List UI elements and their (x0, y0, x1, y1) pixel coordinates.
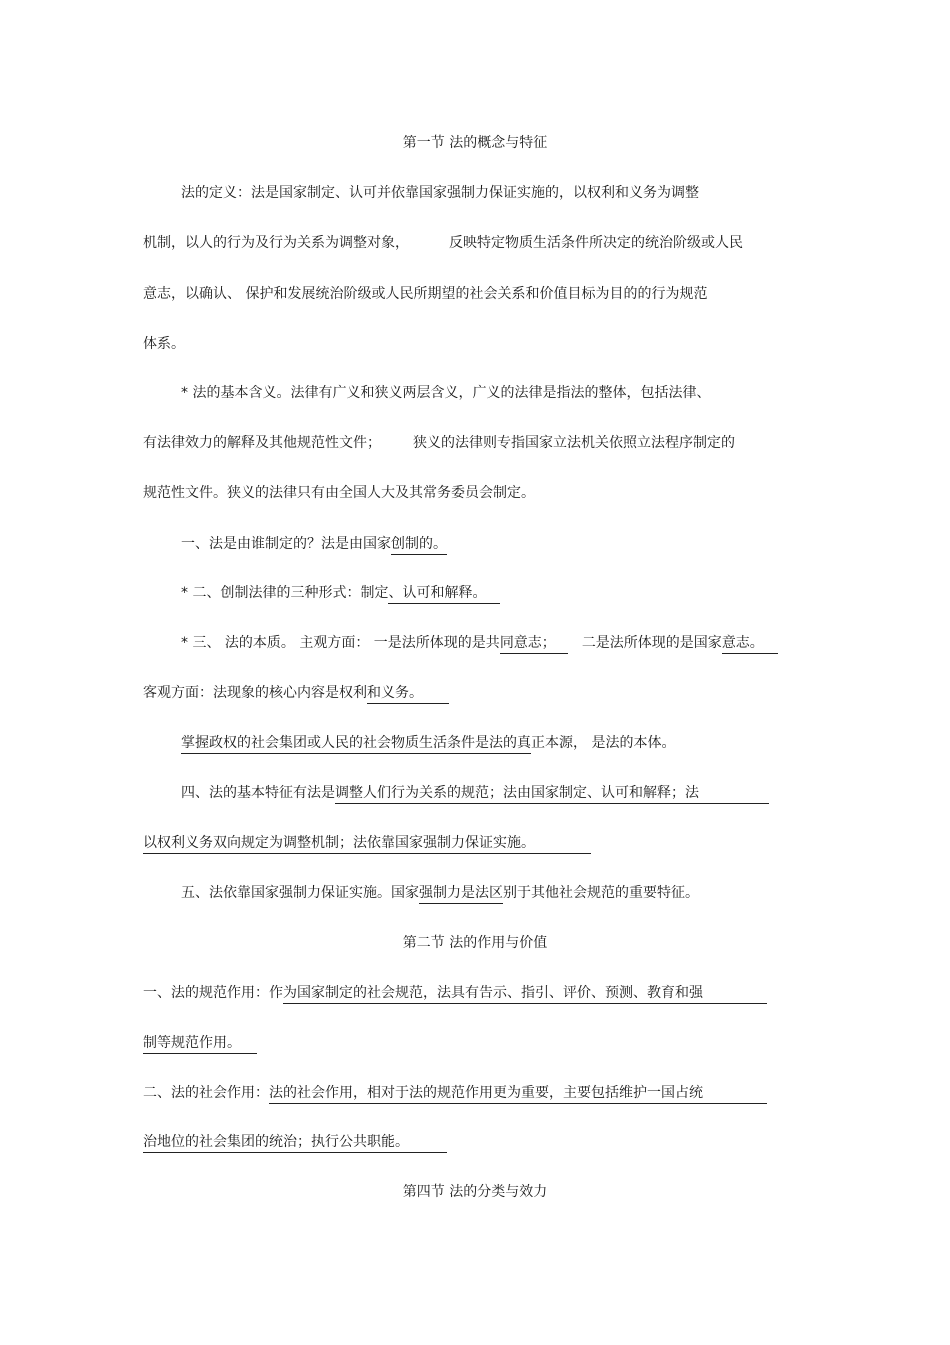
norm-role-prefix: 一、法的规范作用：作 (143, 985, 283, 1001)
social-role-line-1 (143, 1084, 767, 1104)
norm-role-line-2 (143, 1034, 257, 1054)
item-1 (181, 535, 447, 555)
social-role-line-2-text: 治地位的社会集团的统治；执行公共职能。 (143, 1133, 447, 1153)
basic-meaning-line-2a: 有法律效力的解释及其他规范性文件； (143, 435, 381, 451)
definition-line-1: 法的定义：法是国家制定、认可并依靠国家强制力保证实施的，以权利和义务为调整 (181, 185, 699, 201)
section-2-heading: 第二节 法的作用与价值 (402, 935, 548, 951)
definition-line-2 (143, 234, 743, 252)
norm-role-underlined: 为国家制定的社会规范，法具有告示、指引、评价、预测、教育和强 (283, 984, 767, 1004)
item-3-prefix: * 三、 法的本质。 主观方面： 一是法所体现的是共 (181, 635, 500, 651)
item-3-underlined-2: 意志。 (722, 634, 778, 654)
item-1-prefix: 一、法是由谁制定的？法是由国家 (181, 536, 391, 552)
section-4-heading: 第四节 法的分类与效力 (402, 1184, 548, 1200)
item-2 (181, 584, 500, 604)
basic-meaning-line-2 (143, 434, 735, 452)
objective-underlined: 和义务。 (367, 684, 449, 704)
definition-line-4: 体系。 (143, 336, 185, 352)
item-4-prefix: 四、法的基本特征有法是 (181, 785, 335, 801)
basic-meaning-line-1: * 法的基本含义。法律有广义和狭义两层含义，广义的法律是指法的整体，包括法律、 (181, 385, 711, 401)
item-3 (181, 634, 778, 654)
item-5-underlined: 强制力是法区 (419, 884, 503, 904)
item-3-mid: 二是法所体现的是国家 (581, 635, 722, 651)
objective-aspect (143, 684, 449, 704)
item-5-suffix: 别于其他社会规范的重要特征。 (503, 885, 699, 901)
section-1-heading: 第一节 法的概念与特征 (402, 135, 548, 151)
social-role-prefix: 二、法的社会作用： (143, 1085, 269, 1101)
law-root (181, 734, 675, 754)
social-role-underlined: 法的社会作用，相对于法的规范作用更为重要，主要包括维护一国占统 (269, 1084, 767, 1104)
definition-line-2b: 反映特定物质生活条件所决定的统治阶级或人民 (449, 235, 743, 251)
norm-role-line-2-text: 制等规范作用。 (143, 1034, 257, 1054)
item-2-prefix: * 二、创制法律的三种形式：制定 (181, 585, 389, 601)
basic-meaning-line-3: 规范性文件。狭义的法律只有由全国人大及其常务委员会制定。 (143, 485, 535, 501)
item-5 (181, 884, 699, 904)
objective-prefix: 客观方面：法现象的核心内容是权利 (143, 685, 367, 701)
law-root-suffix: 正本源， 是法的本体。 (531, 735, 676, 751)
item-4-underlined: 调整人们行为关系的规范；法由国家制定、认可和解释；法 (335, 784, 769, 804)
item-4-line-1 (181, 784, 769, 804)
item-4-line-2 (143, 834, 591, 854)
item-3-underlined-1: 同意志； (500, 634, 568, 654)
norm-role-line-1 (143, 984, 767, 1004)
item-1-underlined: 创制的。 (391, 535, 447, 555)
item-4-line-2-text: 以权利义务双向规定为调整机制；法依靠国家强制力保证实施。 (143, 834, 591, 854)
law-root-underlined: 掌握政权的社会集团或人民的社会物质生活条件是法的真 (181, 734, 531, 754)
basic-meaning-line-2b: 狭义的法律则专指国家立法机关依照立法程序制定的 (413, 435, 735, 451)
definition-line-2a: 机制，以人的行为及行为关系为调整对象， (143, 235, 409, 251)
definition-line-3: 意志，以确认、 保护和发展统治阶级或人民所期望的社会关系和价值目标为目的的行为规范 (143, 286, 708, 302)
item-5-prefix: 五、法依靠国家强制力保证实施。国家 (181, 885, 419, 901)
social-role-line-2 (143, 1133, 447, 1153)
item-2-underlined: 、认可和解释。 (388, 584, 500, 604)
